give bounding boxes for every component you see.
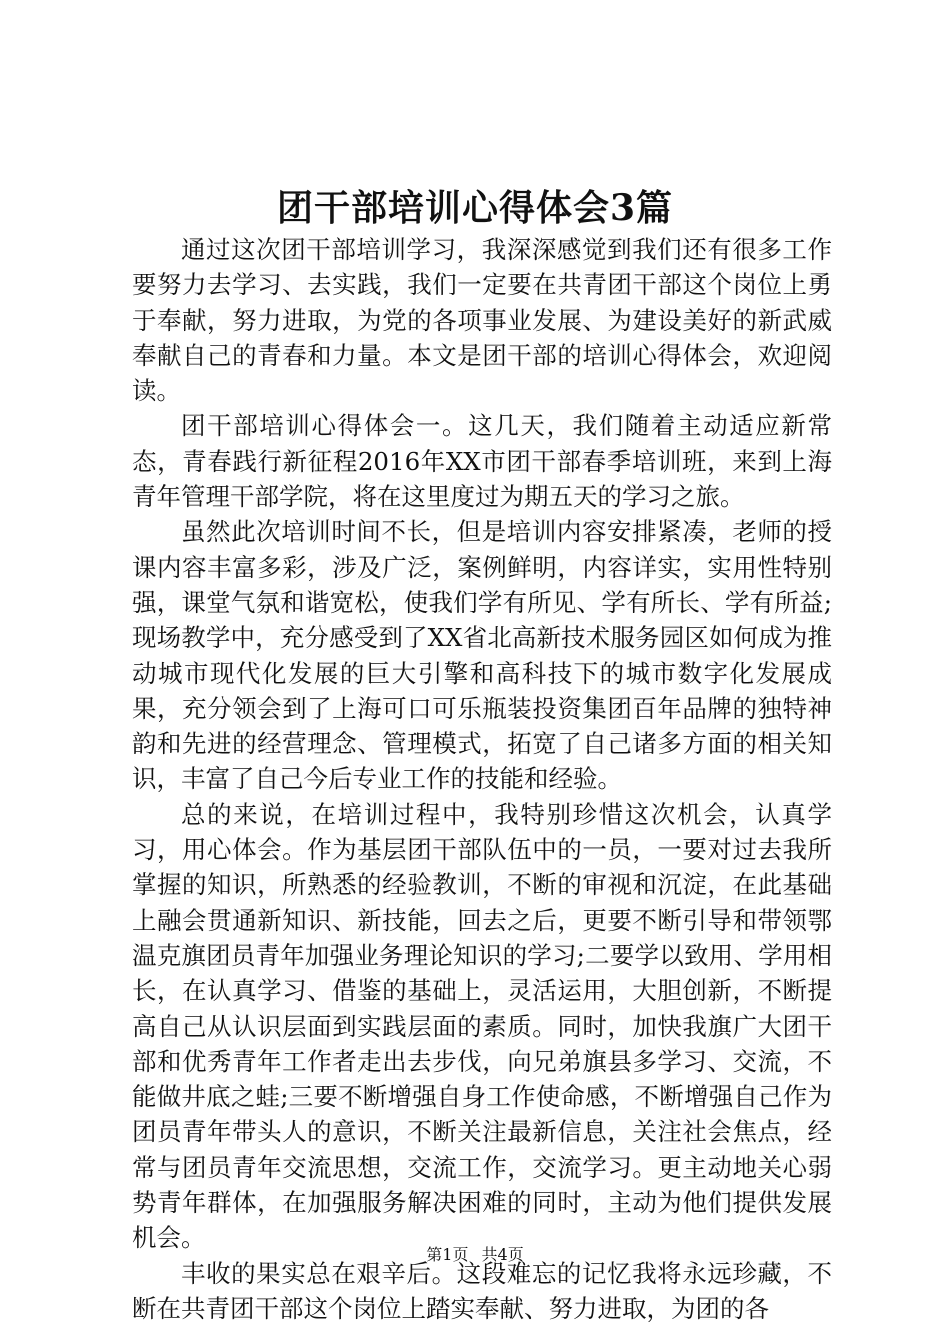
page-total: 共4页 xyxy=(481,1245,524,1264)
document-title: 团干部培训心得体会3篇 xyxy=(276,187,674,229)
page-footer xyxy=(0,1243,950,1267)
paragraph: 团干部培训心得体会一。这几天，我们随着主动适应新常态，青春践行新征程2016年XX市团干部春季培训班，来到上海青年管理干部学院，将在这里度过为期五天的学习之旅。 xyxy=(132,411,832,512)
paragraph: 通过这次团干部培训学习，我深深感觉到我们还有很多工作要努力去学习、去实践，我们一定要在共青团干部这个岗位上勇于奉献，努力进取，为党的各项事业发展、为建设美好的新武威奉献自己的青春和力量。本文是团干部的培训心得体会，欢迎阅读。 xyxy=(132,235,832,406)
document-body xyxy=(132,232,832,1326)
paragraph: 丰收的果实总在艰辛后。这段难忘的记忆我将永远珍藏，不断在共青团干部这个岗位上踏实奉献、努力进取，为团的各 xyxy=(132,1258,832,1323)
paragraph: 虽然此次培训时间不长，但是培训内容安排紧凑，老师的授课内容丰富多彩，涉及广泛，案例鲜明，内容详实，实用性特别强，课堂气氛和谐宽松，使我们学有所见、学有所长、学有所益;现场教学中，充分感受到了XX省北高新技术服务园区如何成为推动城市现代化发展的巨大引擎和高科技下的城市数字化发展成果，充分领会到了上海可口可乐瓶装投资集团百年品牌的独特神韵和先进的经营理念、管理模式，拓宽了自己诸多方面的相关知识，丰富了自己今后专业工作的技能和经验。 xyxy=(132,517,832,794)
page-number: 第1页 xyxy=(426,1245,469,1264)
paragraph: 总的来说，在培训过程中，我特别珍惜这次机会，认真学习，用心体会。作为基层团干部队伍中的一员，一要对过去我所掌握的知识，所熟悉的经验教训，不断的审视和沉淀，在此基础上融会贯通新知识、新技能，回去之后，更要不断引导和带领鄂温克旗团员青年加强业务理论知识的学习;二要学以致用、学用相长，在认真学习、借鉴的基础上，灵活运用，大胆创新，不断提高自己从认识层面到实践层面的素质。同时，加快我旗广大团干部和优秀青年工作者走出去步伐，向兄弟旗县多学习、交流，不能做井底之蛙;三要不断增强自身工作使命感，不断增强自己作为团员青年带头人的意识，不断关注最新信息，关注社会焦点，经常与团员青年交流思想，交流工作，交流学习。更主动地关心弱势青年群体，在加强服务解决困难的同时，主动为他们提供发展机会。 xyxy=(132,799,832,1253)
